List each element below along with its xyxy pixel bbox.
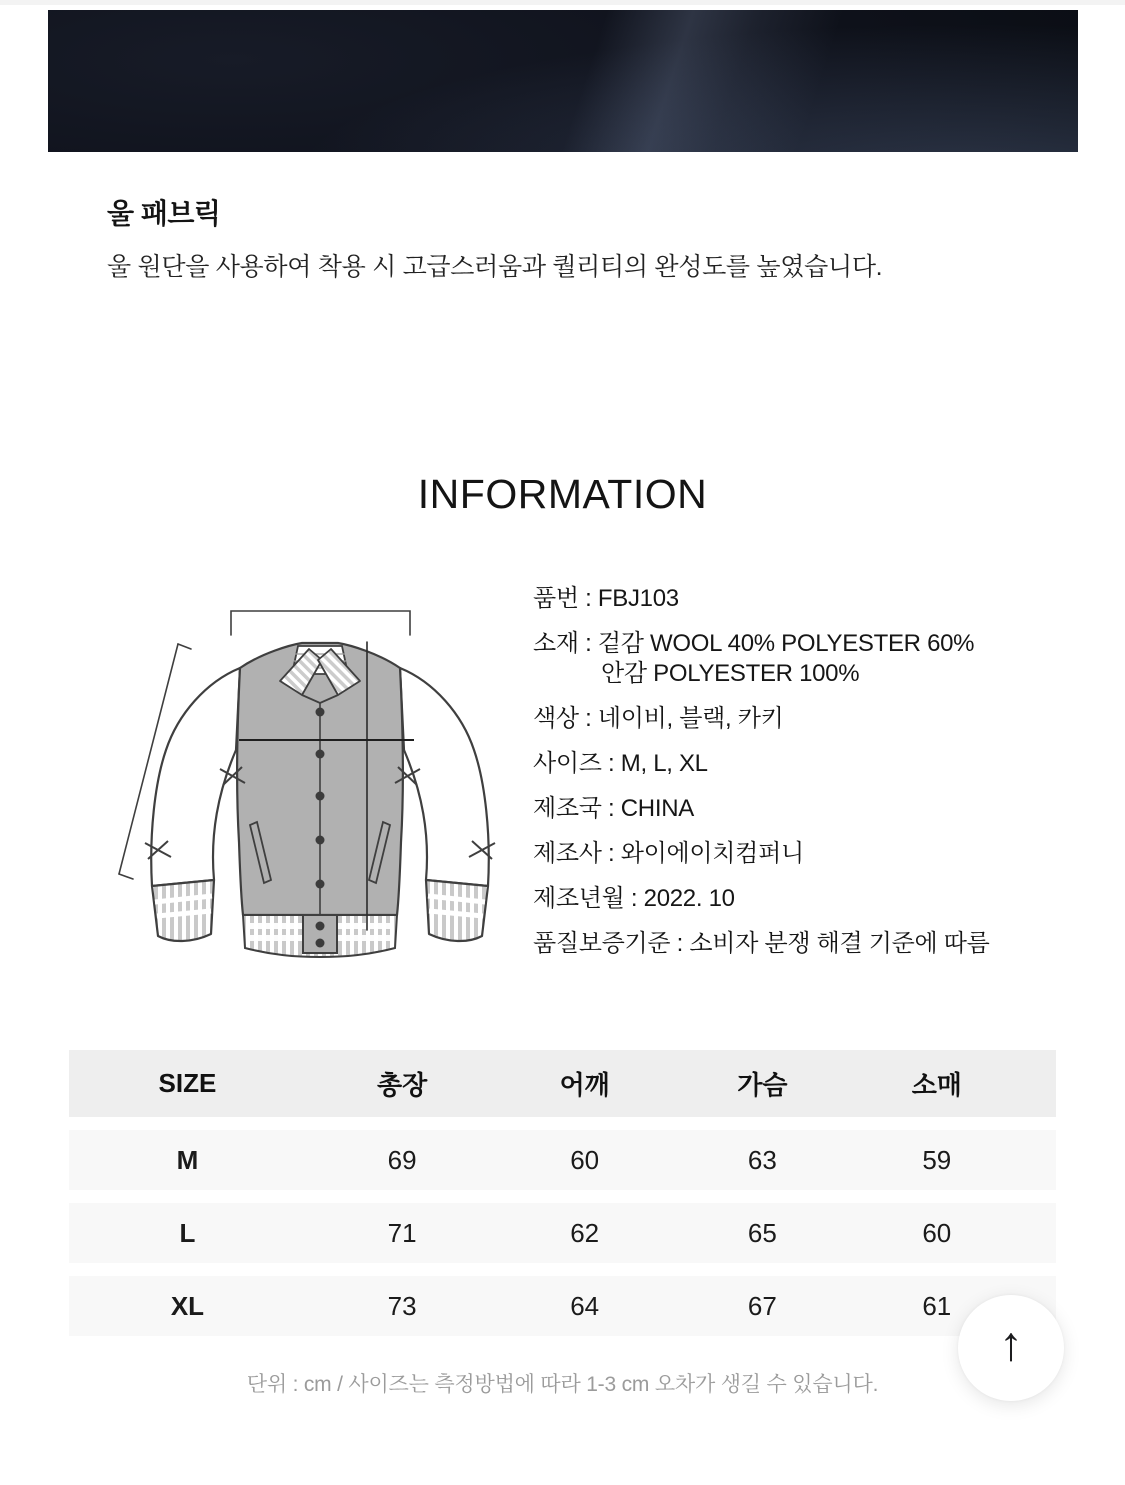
info-row-manufacture-date: 제조년월 : 2022. 10 — [533, 885, 735, 912]
product-info-list — [533, 584, 990, 959]
size-table-row-l: L 71 62 65 60 — [69, 1203, 1056, 1263]
colon-separator: : — [670, 930, 690, 957]
col-header-chest: 가슴 — [737, 1070, 788, 1100]
col-header-shoulder: 어깨 — [559, 1070, 610, 1100]
top-divider — [0, 0, 1125, 5]
info-row-color: 색상 : 네이비, 블랙, 카키 — [533, 705, 784, 732]
col-header-sleeve: 소매 — [911, 1070, 962, 1100]
fabric-heading: 울 패브릭 — [107, 198, 221, 229]
colon-separator: : — [601, 840, 621, 867]
information-title: INFORMATION — [417, 471, 708, 517]
size-note: 단위 : cm / 사이즈는 측정방법에 따라 1-3 cm 오차가 생길 수 있습니다. — [246, 1373, 879, 1396]
colon-separator: : — [624, 885, 644, 912]
info-row-origin: 제조국 : CHINA — [533, 795, 694, 822]
colon-separator: : — [601, 795, 621, 822]
info-row-material: 소재 : 겉감 WOOL 40% POLYESTER 60% 안감 POLYESTER 100% — [533, 629, 990, 689]
info-row-warranty: 품질보증기준 : 소비자 분쟁 해결 기준에 따름 — [533, 930, 990, 957]
col-header-total-length: 총장 — [376, 1070, 428, 1100]
info-row-material-line2: 안감 POLYESTER 100% — [601, 660, 860, 687]
size-table-row-xl: XL 73 64 67 61 — [69, 1276, 1056, 1336]
colon-separator: : — [601, 750, 621, 777]
colon-separator: : — [578, 585, 598, 612]
info-row-size: 사이즈 : M, L, XL — [533, 750, 708, 777]
arrow-up-icon: ↑ — [999, 1318, 1023, 1371]
fabric-description: 울 원단을 사용하여 착용 시 고급스러움과 퀄리티의 완성도를 높였습니다. — [107, 253, 883, 281]
size-table-row-m: M 69 60 63 59 — [69, 1130, 1056, 1190]
jacket-measurement-diagram — [50, 582, 510, 962]
hero-banner-image — [48, 10, 1078, 152]
size-table-header — [69, 1050, 1056, 1117]
info-row-product-code: 품번 : FBJ103 — [533, 585, 679, 612]
colon-separator: : — [578, 705, 598, 732]
size-table — [69, 1050, 1056, 1336]
colon-separator: : — [578, 630, 598, 657]
col-header-size: SIZE — [158, 1068, 217, 1098]
info-row-manufacturer: 제조사 : 와이에이치컴퍼니 — [533, 840, 804, 867]
scroll-to-top-button[interactable] — [958, 1295, 1064, 1401]
